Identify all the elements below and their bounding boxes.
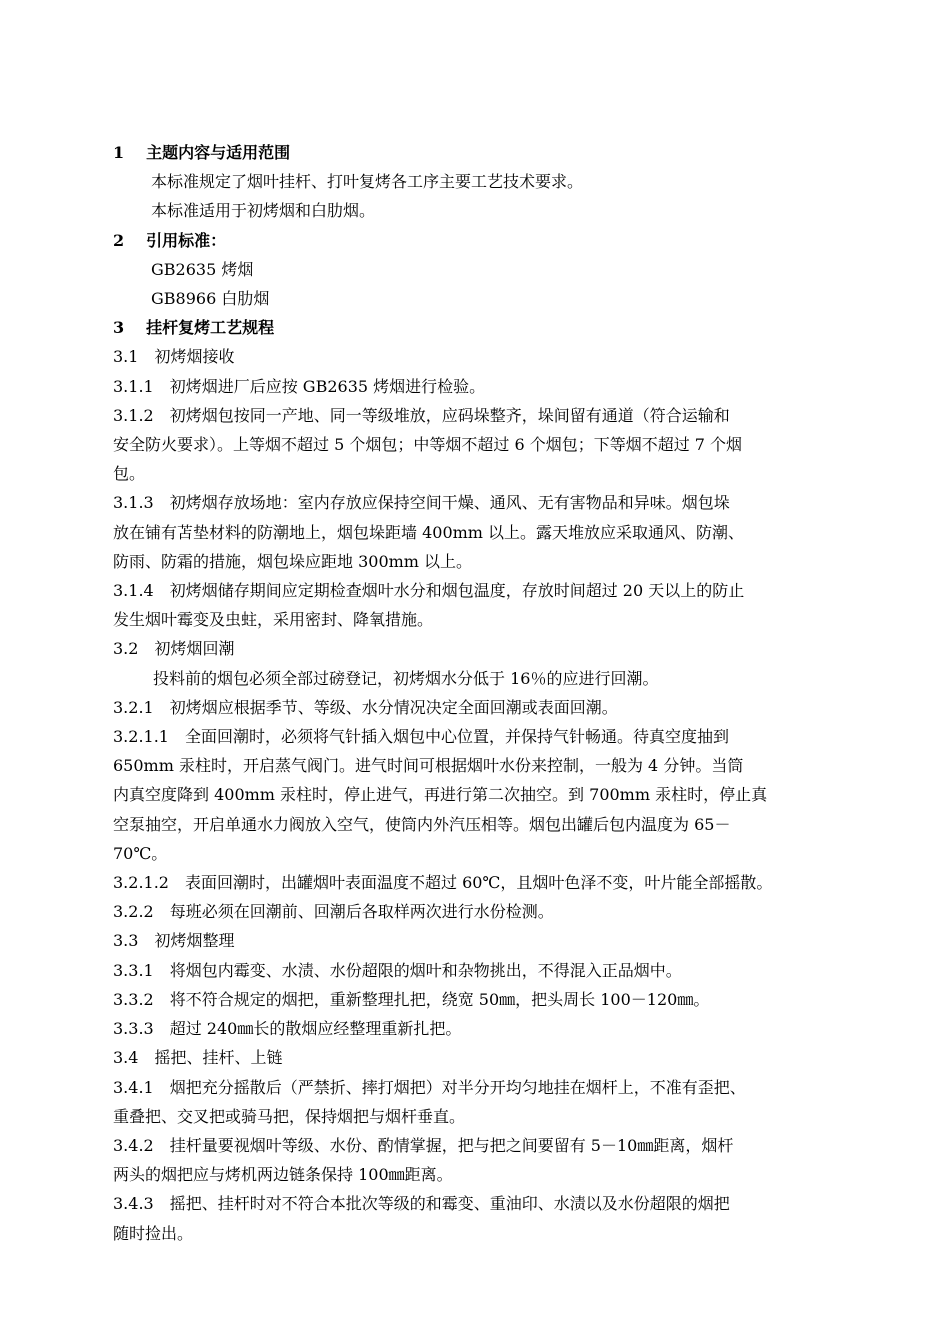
line-text: 包。 bbox=[113, 464, 146, 484]
paragraph-line bbox=[113, 284, 883, 313]
clause-line bbox=[113, 926, 883, 955]
line-text: GB2635 烤烟 bbox=[151, 259, 254, 279]
clause-line bbox=[113, 985, 883, 1014]
paragraph-continuation bbox=[113, 751, 883, 780]
line-text: 初烤烟储存期间应定期检查烟叶水分和烟包温度，存放时间超过 20 天以上的防止 bbox=[169, 581, 745, 601]
line-text: 超过 240㎜长的散烟应经整理重新扎把。 bbox=[169, 1019, 462, 1039]
line-text: 初烤烟接收 bbox=[154, 347, 235, 367]
clause-number: 1 bbox=[113, 143, 125, 162]
line-text: 烟把充分摇散后（严禁折、摔打烟把）对半分开均匀地挂在烟杆上，不准有歪把、 bbox=[169, 1077, 746, 1097]
line-text: 全面回潮时，必须将气针插入烟包中心位置，并保持气针畅通。待真空度抽到 bbox=[184, 727, 729, 747]
clause-number: 3.3.3 bbox=[113, 1019, 154, 1039]
line-text: 空泵抽空，开启单通水力阀放入空气，使筒内外汽压相等。烟包出罐后包内温度为 65－ bbox=[113, 814, 731, 834]
paragraph-line bbox=[113, 167, 883, 196]
line-text: 表面回潮时，出罐烟叶表面温度不超过 60℃，且烟叶色泽不变，叶片能全部摇散。 bbox=[184, 873, 773, 893]
paragraph-line bbox=[113, 196, 883, 225]
clause-line bbox=[113, 342, 883, 371]
line-text: 发生烟叶霉变及虫蛀，采用密封、降氧措施。 bbox=[113, 610, 434, 630]
paragraph-continuation bbox=[113, 839, 883, 868]
line-text: 初烤烟存放场地：室内存放应保持空间干燥、通风、无有害物品和异味。烟包垛 bbox=[169, 493, 730, 513]
clause-number: 3 bbox=[113, 318, 125, 338]
line-text: GB8966 白肋烟 bbox=[151, 289, 270, 309]
line-text: 安全防火要求）。上等烟不超过 5 个烟包；中等烟不超过 6 个烟包；下等烟不超过 7 个烟 bbox=[113, 435, 743, 455]
section-heading bbox=[113, 313, 883, 342]
paragraph-continuation bbox=[113, 810, 883, 839]
line-text: 重叠把、交叉把或骑马把，保持烟把与烟杆垂直。 bbox=[113, 1106, 466, 1126]
paragraph-continuation bbox=[113, 780, 883, 809]
clause-number: 3.3.1 bbox=[113, 960, 154, 980]
paragraph-continuation bbox=[113, 1102, 883, 1131]
line-text: 初烤烟进厂后应按 GB2635 烤烟进行检验。 bbox=[169, 376, 486, 396]
paragraph-continuation bbox=[113, 547, 883, 576]
line-text: 挂杆复烤工艺规程 bbox=[146, 318, 275, 338]
line-text: 70℃。 bbox=[113, 843, 168, 863]
clause-number: 3.2.2 bbox=[113, 902, 154, 922]
paragraph-continuation bbox=[113, 430, 883, 459]
clause-line bbox=[113, 693, 883, 722]
paragraph-line bbox=[113, 255, 883, 284]
clause-number: 3.1.1 bbox=[113, 376, 154, 396]
paragraph-continuation bbox=[113, 1219, 883, 1248]
line-text: 将不符合规定的烟把，重新整理扎把，绕宽 50㎜，把头周长 100－120㎜。 bbox=[169, 989, 710, 1009]
clause-line bbox=[113, 488, 883, 517]
clause-number: 3.2.1.1 bbox=[113, 727, 169, 747]
line-text: 本标准规定了烟叶挂杆、打叶复烤各工序主要工艺技术要求。 bbox=[151, 172, 584, 192]
clause-number: 3.4.3 bbox=[113, 1194, 154, 1214]
line-text: 初烤烟整理 bbox=[154, 931, 235, 951]
paragraph-continuation bbox=[113, 605, 883, 634]
line-text: 两头的烟把应与烤机两边链条保持 100㎜距离。 bbox=[113, 1165, 453, 1185]
line-text: 内真空度降到 400mm 汞柱时，停止进气，再进行第二次抽空。到 700mm 汞柱时，停止真 bbox=[113, 785, 768, 805]
clause-number: 3.2.1 bbox=[113, 697, 154, 717]
clause-number: 3.1.4 bbox=[113, 581, 154, 601]
section-heading bbox=[113, 138, 883, 167]
paragraph-line bbox=[113, 664, 883, 693]
clause-number: 3.2.1.2 bbox=[113, 873, 169, 893]
paragraph-continuation bbox=[113, 1160, 883, 1189]
clause-number: 3.4 bbox=[113, 1048, 139, 1068]
paragraph-continuation bbox=[113, 518, 883, 547]
line-text: 初烤烟应根据季节、等级、水分情况决定全面回潮或表面回潮。 bbox=[169, 697, 618, 717]
clause-line bbox=[113, 722, 883, 751]
clause-number: 3.1 bbox=[113, 347, 139, 367]
clause-number: 3.2 bbox=[113, 639, 139, 659]
line-text: 挂杆量要视烟叶等级、水份、酌情掌握，把与把之间要留有 5－10㎜距离，烟杆 bbox=[169, 1135, 734, 1155]
clause-number: 3.3.2 bbox=[113, 989, 154, 1009]
line-text: 投料前的烟包必须全部过磅登记，初烤烟水分低于 16％的应进行回潮。 bbox=[153, 668, 659, 688]
line-text: 摇把、挂杆、上链 bbox=[154, 1048, 283, 1068]
line-text: 防雨、防霜的措施，烟包垛应距地 300mm 以上。 bbox=[113, 551, 473, 571]
section-heading bbox=[113, 226, 883, 255]
clause-number: 3.4.1 bbox=[113, 1077, 154, 1097]
line-text: 每班必须在回潮前、回潮后各取样两次进行水份检测。 bbox=[169, 902, 554, 922]
clause-line bbox=[113, 1073, 883, 1102]
line-text: 初烤烟回潮 bbox=[154, 639, 235, 659]
clause-line bbox=[113, 1189, 883, 1218]
line-text: 初烤烟包按同一产地、同一等级堆放，应码垛整齐，垛间留有通道（符合运输和 bbox=[169, 405, 730, 425]
clause-number: 2 bbox=[113, 230, 125, 250]
clause-line bbox=[113, 576, 883, 605]
clause-line bbox=[113, 1014, 883, 1043]
clause-number: 3.1.2 bbox=[113, 405, 154, 425]
clause-number: 3.1.3 bbox=[113, 493, 154, 513]
line-text: 650mm 汞柱时，开启蒸气阀门。进气时间可根据烟叶水份来控制，一般为 4 分钟。当筒 bbox=[113, 756, 744, 776]
clause-line bbox=[113, 1043, 883, 1072]
clause-line bbox=[113, 897, 883, 926]
line-text: 引用标准： bbox=[146, 230, 227, 250]
clause-number: 3.3 bbox=[113, 931, 139, 951]
clause-line bbox=[113, 634, 883, 663]
clause-line bbox=[113, 1131, 883, 1160]
line-text: 将烟包内霉变、水渍、水份超限的烟叶和杂物挑出，不得混入正品烟中。 bbox=[169, 960, 682, 980]
line-text: 摇把、挂杆时对不符合本批次等级的和霉变、重油印、水渍以及水份超限的烟把 bbox=[169, 1194, 730, 1214]
line-text: 本标准适用于初烤烟和白肋烟。 bbox=[151, 201, 376, 221]
clause-line bbox=[113, 372, 883, 401]
line-text: 放在铺有苫垫材料的防潮地上，烟包垛距墙 400mm 以上。露天堆放应采取通风、防潮、 bbox=[113, 522, 745, 542]
paragraph-continuation bbox=[113, 459, 883, 488]
clause-line bbox=[113, 868, 883, 897]
line-text: 随时捡出。 bbox=[113, 1223, 194, 1243]
line-text: 主题内容与适用范围 bbox=[146, 143, 291, 162]
document-body bbox=[113, 138, 883, 1248]
clause-line bbox=[113, 956, 883, 985]
clause-number: 3.4.2 bbox=[113, 1135, 154, 1155]
clause-line bbox=[113, 401, 883, 430]
